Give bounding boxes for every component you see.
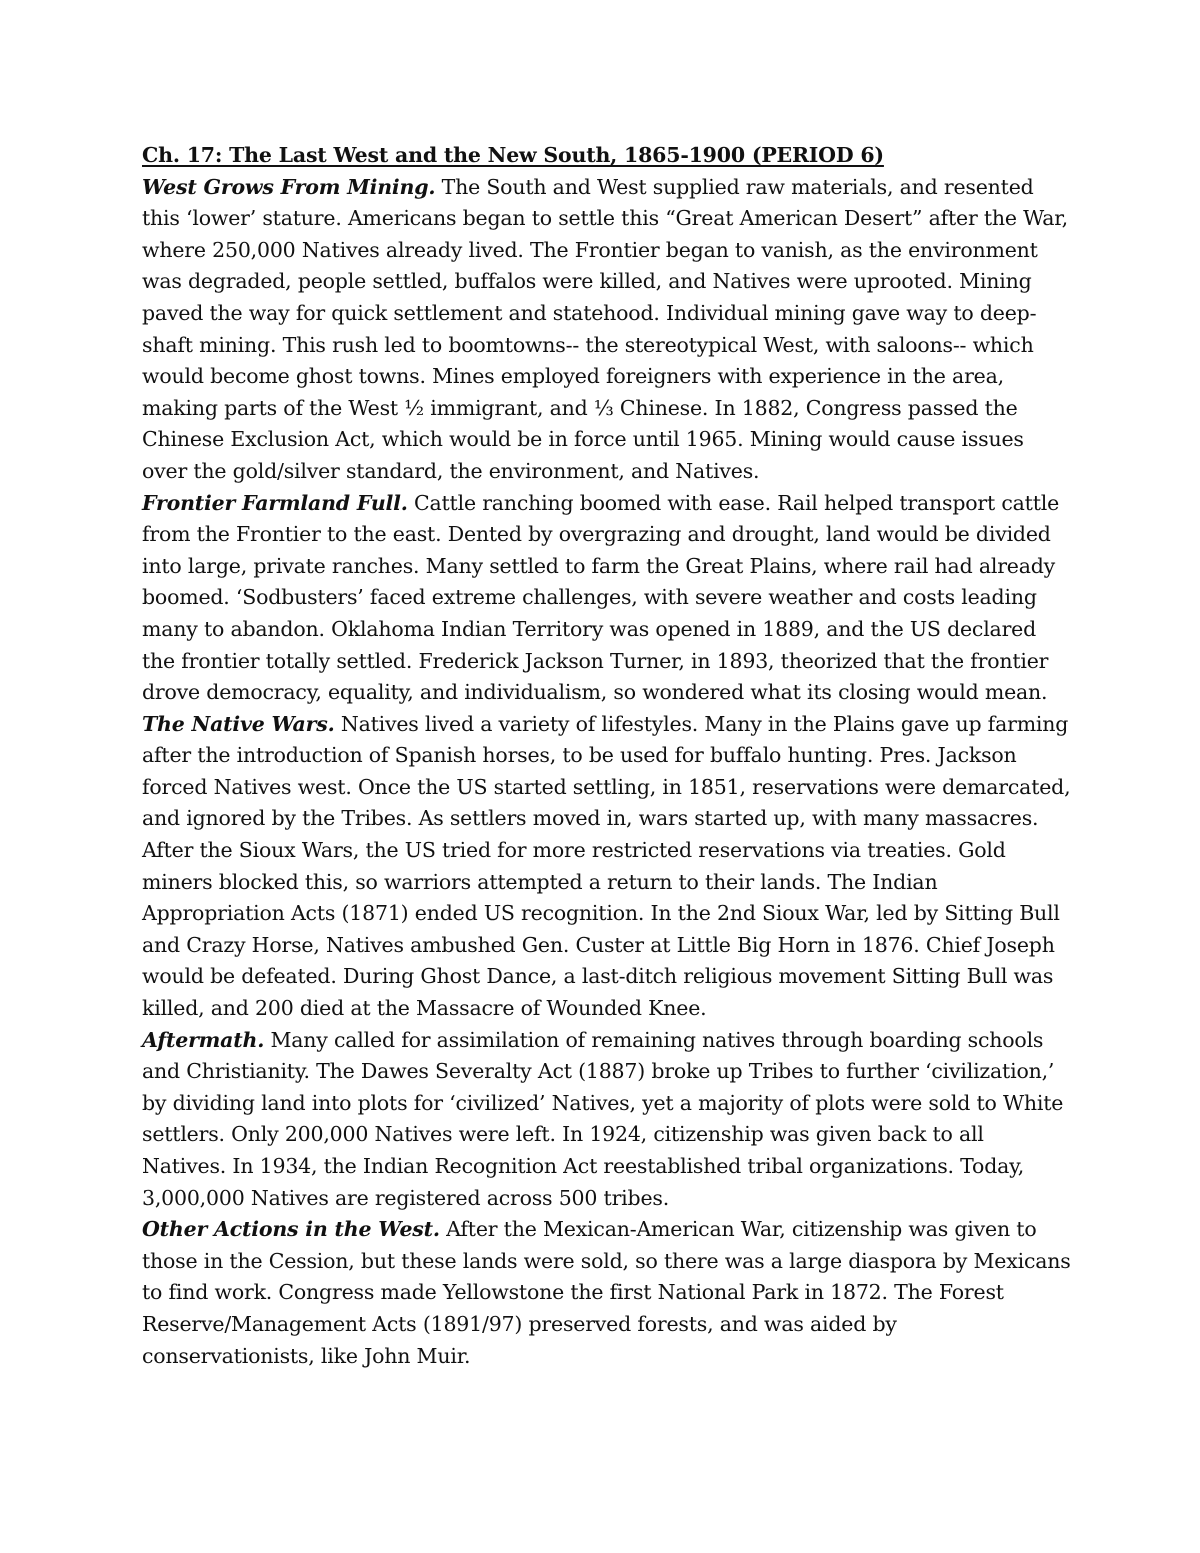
section-heading-farmland: Frontier Farmland Full. (142, 490, 408, 515)
section-native-wars (142, 709, 1072, 1025)
document-title: Ch. 17: The Last West and the New South, 1865-1900 (PERIOD 6) (142, 143, 884, 167)
section-body-aftermath: Many called for assimilation of remaining natives through boarding schools and Christianity. The Dawes Severalty Act (1887) broke up Tribes to further ‘civilization,’ by dividing land into plots for ‘civilized’ Natives, yet a majority of plots were sold to White settlers. Only 200,000 Natives were left. In 1924, citizenship was given back to all Natives. In 1934, the Indian Recognition Act reestablished tribal organizations. Today, 3,000,000 Natives are registered across 500 tribes. (142, 1027, 1064, 1210)
section-heading-aftermath: Aftermath. (142, 1027, 265, 1052)
section-body-farmland: Cattle ranching boomed with ease. Rail helped transport cattle from the Frontier to the east. Dented by overgrazing and drought, land would be divided into large, private ranches. Many settled to farm the Great Plains, where rail had already boomed. ‘Sodbusters’ faced extreme challenges, with severe weather and costs leading many to abandon. Oklahoma Indian Territory was opened in 1889, and the US declared the frontier totally settled. Frederick Jackson Turner, in 1893, theorized that the frontier drove democracy, equality, and individualism, so wondered what its closing would mean. (142, 490, 1060, 705)
section-body-mining: The South and West supplied raw materials, and resented this ‘lower’ stature. Americans began to settle this “Great American Desert” after the War, where 250,000 Natives already lived. The Frontier began to vanish, as the environment was degraded, people settled, buffalos were killed, and Natives were uprooted. Mining paved the way for quick settlement and statehood. Individual mining gave way to deep-shaft mining. This rush led to boomtowns-- the stereotypical West, with saloons-- which would become ghost towns. Mines employed foreigners with experience in the area, making parts of the West ½ immigrant, and ⅓ Chinese. In 1882, Congress passed the Chinese Exclusion Act, which would be in force until 1965. Mining would cause issues over the gold/silver standard, the environment, and Natives. (142, 174, 1068, 483)
section-heading-native-wars: The Native Wars. (142, 711, 335, 736)
section-farmland (142, 488, 1072, 709)
section-heading-other-actions: Other Actions in the West. (142, 1217, 440, 1242)
section-body-native-wars: Natives lived a variety of lifestyles. Many in the Plains gave up farming after the introduction of Spanish horses, to be used for buffalo hunting. Pres. Jackson forced Natives west. Once the US started settling, in 1851, reservations were demarcated, and ignored by the Tribes. As settlers moved in, wars started up, with many massacres. After the Sioux Wars, the US tried for more restricted reservations via treaties. Gold miners blocked this, so warriors attempted a return to their lands. The Indian Appropriation Acts (1871) ended US recognition. In the 2nd Sioux War, led by Sitting Bull and Crazy Horse, Natives ambushed Gen. Custer at Little Big Horn in 1876. Chief Joseph would be defeated. During Ghost Dance, a last-ditch religious movement Sitting Bull was killed, and 200 died at the Massacre of Wounded Knee. (142, 711, 1071, 1021)
document-page (142, 140, 1072, 1372)
section-aftermath (142, 1025, 1072, 1215)
section-mining (142, 172, 1072, 488)
section-body-other-actions: After the Mexican-American War, citizenship was given to those in the Cession, but these lands were sold, so there was a large diaspora by Mexicans to find work. Congress made Yellowstone the first National Park in 1872. The Forest Reserve/Management Acts (1891/97) preserved forests, and was aided by conservationists, like John Muir. (142, 1217, 1071, 1368)
section-other-actions (142, 1214, 1072, 1372)
section-heading-mining: West Grows From Mining. (142, 174, 436, 199)
